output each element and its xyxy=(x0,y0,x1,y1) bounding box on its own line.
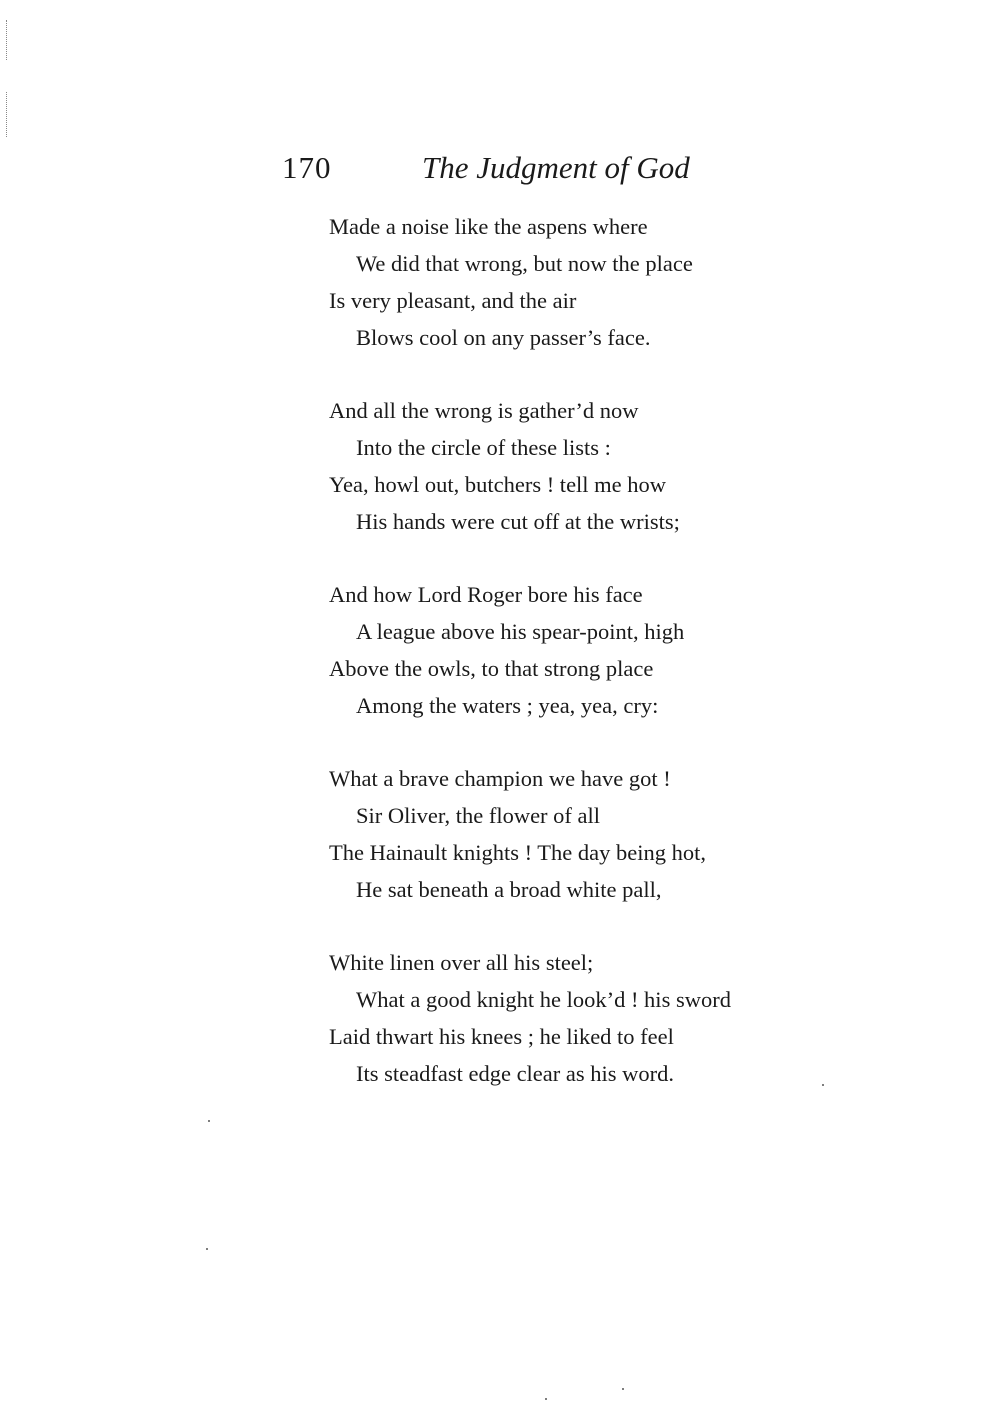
poem-line: A league above his spear-point, high xyxy=(356,619,685,644)
poem xyxy=(329,208,949,1128)
poem-line: Into the circle of these lists : xyxy=(356,435,611,460)
poem-line: Blows cool on any passer’s face. xyxy=(356,325,651,350)
poem-line: Made a noise like the aspens where xyxy=(329,214,648,239)
poem-line: His hands were cut off at the wrists; xyxy=(356,509,680,534)
poem-line: Sir Oliver, the flower of all xyxy=(356,803,601,828)
poem-line: He sat beneath a broad white pall, xyxy=(356,877,662,902)
stanza-3 xyxy=(329,576,949,724)
poem-line: The Hainault knights ! The day being hot, xyxy=(329,840,707,865)
poem-line: Its steadfast edge clear as his word. xyxy=(356,1061,675,1086)
poem-line: White linen over all his steel; xyxy=(329,950,594,975)
poem-line: And how Lord Roger bore his face xyxy=(329,582,643,607)
running-head xyxy=(282,150,762,194)
paper-speck xyxy=(208,1120,210,1122)
margin-speckle xyxy=(6,92,8,137)
stanza-4 xyxy=(329,760,949,908)
poem-line: Above the owls, to that strong place xyxy=(329,656,654,681)
poem-line: Among the waters ; yea, yea, cry: xyxy=(356,693,659,718)
poem-line: Laid thwart his knees ; he liked to feel xyxy=(329,1024,674,1049)
stanza-1 xyxy=(329,208,949,356)
paper-speck xyxy=(206,1248,208,1250)
poem-line: Is very pleasant, and the air xyxy=(329,288,577,313)
stanza-2 xyxy=(329,392,949,540)
paper-speck xyxy=(622,1388,624,1390)
paper-speck xyxy=(545,1398,547,1400)
poem-line: Yea, howl out, butchers ! tell me how xyxy=(329,472,667,497)
page-number: 170 xyxy=(282,150,332,185)
poem-line: What a good knight he look’d ! his sword xyxy=(356,987,731,1012)
poem-line: We did that wrong, but now the place xyxy=(356,251,693,276)
poem-line: What a brave champion we have got ! xyxy=(329,766,671,791)
margin-speckle xyxy=(6,20,8,60)
poem-line: And all the wrong is gather’d now xyxy=(329,398,639,423)
running-title: The Judgment of God xyxy=(422,150,690,185)
stanza-5 xyxy=(329,944,949,1092)
